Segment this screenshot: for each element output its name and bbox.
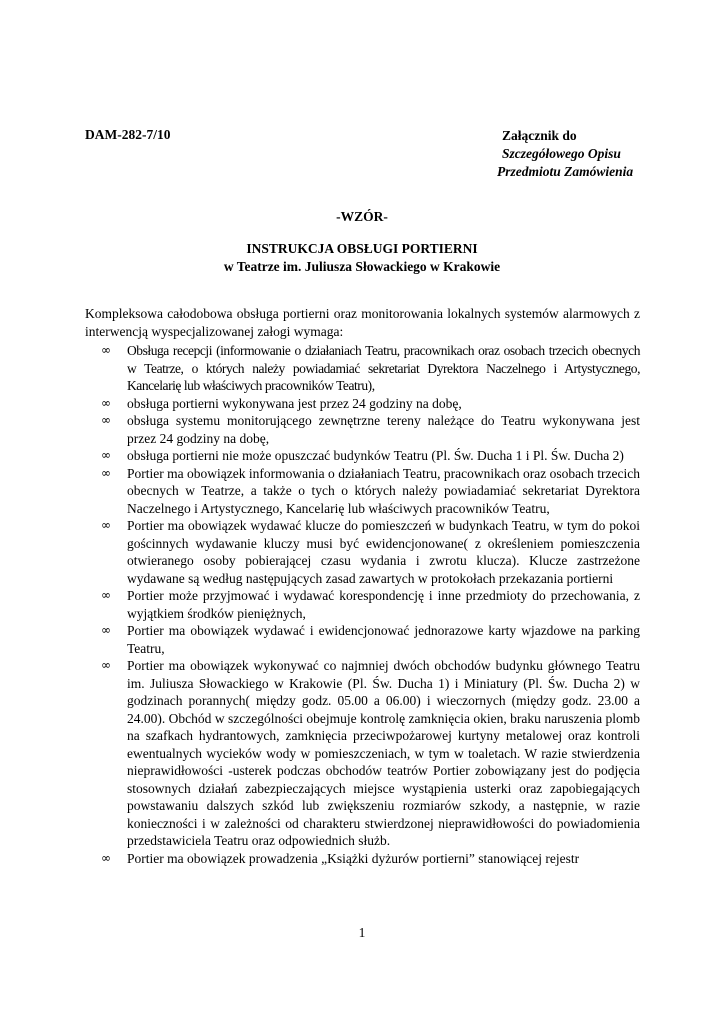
template-label: -WZÓR- — [336, 209, 388, 224]
list-item: ∞ Portier ma obowiązek wydawać klucze do pomieszczeń w budynkach Teatru, w tym do pokoi gościnnych wydawanie kluczy musi być ewidencjonowane( z określeniem pomieszczenia otwieranego osoby pobierającej czasu wydania i zwrotu klucza). Klucze zastrzeżone wydawane są według następujących zasad zawartych w protokołach przekazania portierni — [101, 518, 640, 586]
list-item: ∞ obsługa portierni wykonywana jest przez 24 godziny na dobę, — [101, 395, 462, 411]
attachment-line-1: Załącznik do — [502, 128, 577, 143]
list-item: ∞ Obsługa recepcji (informowanie o działaniach Teatru, pracownikach oraz osobach trzecich obecnych w Teatrze, o których należy powiadamiać sekretariat Dyrektora Naczelnego i Artystycznego, Kancelarię lub właściwych pracowników Teatru), — [101, 343, 640, 393]
list-item: ∞ Portier ma obowiązek informowania o działaniach Teatru, pracownikach oraz osobach trzecich obecnych w Teatrze, a także o tych o których należy powiadamiać sekretariat Dyrektora Naczelnego i Artystycznego, Kancelarię lub właściwych pracowników Teatru, — [101, 465, 640, 516]
list-item: ∞ Portier ma obowiązek prowadzenia „Książki dyżurów portierni” stanowiącej rejestr — [101, 850, 580, 866]
infinity-bullet-icon: ∞ — [101, 343, 111, 357]
page-number: 1 — [358, 925, 366, 940]
infinity-bullet-icon: ∞ — [101, 465, 111, 480]
attachment-note — [494, 127, 664, 181]
infinity-bullet-icon: ∞ — [101, 413, 111, 427]
attachment-line-3: Przedmiotu Zamówienia — [497, 164, 634, 179]
document-title — [0, 240, 724, 276]
list-item: ∞ obsługa portierni nie może opuszczać budynków Teatru (Pl. Św. Ducha 1 i Pl. Św. Ducha 2) — [101, 448, 624, 463]
infinity-bullet-icon: ∞ — [101, 850, 111, 865]
requirements-list — [85, 342, 640, 867]
infinity-bullet-icon: ∞ — [101, 658, 111, 672]
list-item: ∞ Portier może przyjmować i wydawać korespondencję i inne przedmioty do przechowania, z wyjątkiem środków pieniężnych, — [101, 588, 640, 621]
document-reference: DAM-282-7/10 — [85, 127, 171, 142]
infinity-bullet-icon: ∞ — [101, 448, 111, 462]
title-line-1: INSTRUKCJA OBSŁUGI PORTIERNI — [246, 241, 478, 256]
infinity-bullet-icon: ∞ — [101, 623, 111, 637]
list-item: ∞ Portier ma obowiązek wydawać i ewidencjonować jednorazowe karty wjazdowe na parking Teatru, — [101, 623, 640, 656]
intro-paragraph: Kompleksowa całodobowa obsługa portierni oraz monitorowania lokalnych systemów alarmowych z interwencją wyspecjalizowanej załogi wymaga: — [85, 306, 640, 339]
attachment-line-2: Szczegółowego Opisu — [502, 146, 621, 161]
infinity-bullet-icon: ∞ — [101, 588, 111, 602]
infinity-bullet-icon: ∞ — [101, 395, 111, 410]
list-item: ∞ Portier ma obowiązek wykonywać co najmniej dwóch obchodów budynku głównego Teatru im. Juliusza Słowackiego w Krakowie (Pl. Św. Ducha 1) i Miniatury (Pl. Św. Ducha 2) w godzinach porannych( między godz. 05.00 a 06.00) i wieczornych (między godz. 23.00 a 24.00). Obchód w szczególności obejmuje kontrolę zamknięcia okien, braku naruszenia plomb na szafkach hydrantowych, zamknięcia przeciwpożarowej kurtyny metalowej oraz kontroli ewentualnych wycieków wody w pomieszczeniach, w tym w toaletach. W razie stwierdzenia nieprawidłowości -usterek podczas obchodów teatrów Portier zobowiązany jest do podjęcia stosownych działań zabezpieczających miejsce wystąpienia usterki oraz zapobiegających powstawaniu dalszych szkód lub zwiększeniu rozmiarów szkody, a następnie, w razie konieczności i w zależności od charakteru stwierdzonej nieprawidłowości do powiadomienia przedstawiciela Teatru oraz odpowiednich służb. — [101, 658, 640, 848]
title-line-2: w Teatrze im. Juliusza Słowackiego w Krakowie — [223, 259, 501, 274]
list-item: ∞ obsługa systemu monitorującego zewnętrzne tereny należące do Teatru wykonywana jest przez 24 godziny na dobę, — [101, 413, 640, 446]
infinity-bullet-icon: ∞ — [101, 518, 111, 532]
